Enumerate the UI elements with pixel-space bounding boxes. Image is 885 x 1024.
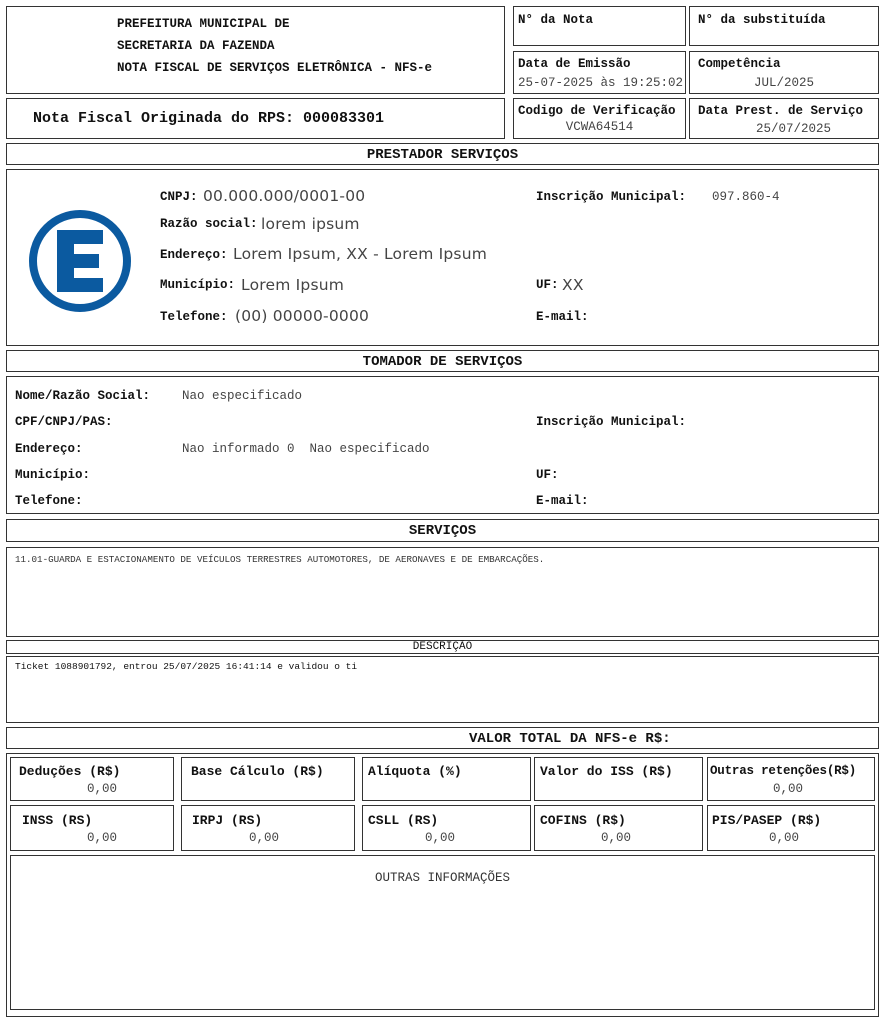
prestador-logo: [27, 208, 133, 314]
servicos-box: [6, 547, 879, 637]
header-line3: NOTA FISCAL DE SERVIÇOS ELETRÔNICA - NFS-e: [117, 61, 433, 75]
telefone-value: (00) 00000-0000: [235, 307, 370, 325]
outras-info-title: OUTRAS INFORMAÇÕES: [374, 871, 511, 885]
tomador-uf-label: UF:: [536, 468, 559, 482]
rps-text: Nota Fiscal Originada do RPS: 000083301: [33, 110, 385, 127]
prest-box: [689, 98, 879, 139]
competencia-box: [689, 51, 879, 94]
servicos-title-box: [6, 519, 879, 542]
prestador-title: PRESTADOR SERVIÇOS: [366, 147, 519, 163]
prestador-title-box: [6, 143, 879, 165]
cnpj-value: 00.000.000/0001-00: [203, 187, 366, 205]
endereco-value: Lorem Ipsum, XX - Lorem Ipsum: [233, 245, 488, 263]
csll-value: 0,00: [425, 831, 456, 845]
outras-retencoes-value: 0,00: [773, 782, 804, 796]
cofins-value: 0,00: [601, 831, 632, 845]
inss-box: [10, 805, 174, 851]
tomador-box: [6, 376, 879, 514]
uf-value: XX: [562, 276, 584, 294]
prestador-im-label: Inscrição Municipal:: [536, 190, 687, 204]
deducoes-value: 0,00: [87, 782, 118, 796]
base-calculo-box: [181, 757, 355, 801]
numero-nota-label: N° da Nota: [518, 13, 594, 27]
outras-info-box: [10, 855, 875, 1010]
emissao-value: 25-07-2025 às 19:25:02: [518, 76, 684, 90]
codigo-label: Codigo de Verificação: [518, 104, 676, 118]
valor-iss-box: [534, 757, 703, 801]
descricao-box: [6, 656, 879, 723]
telefone-label: Telefone:: [160, 310, 228, 324]
email-label: E-mail:: [536, 310, 589, 324]
prestador-box: [6, 169, 879, 346]
uf-label: UF:: [536, 278, 559, 292]
prestador-im-value: 097.860-4: [712, 190, 780, 204]
tomador-telefone-label: Telefone:: [15, 494, 83, 508]
deducoes-label: Deduções (R$): [19, 764, 121, 779]
aliquota-box: [362, 757, 531, 801]
header-line1: PREFEITURA MUNICIPAL DE: [117, 17, 290, 31]
inss-label: INSS (RS): [22, 813, 93, 828]
prest-label: Data Prest. de Serviço: [698, 104, 864, 118]
emissao-label: Data de Emissão: [518, 57, 631, 71]
razao-label: Razão social:: [160, 217, 258, 231]
tomador-endereco-value: Nao informado 0 Nao especificado: [182, 442, 430, 456]
pis-pasep-label: PIS/PASEP (R$): [712, 813, 822, 828]
csll-label: CSLL (RS): [368, 813, 439, 828]
inss-value: 0,00: [87, 831, 118, 845]
tomador-cpf-label: CPF/CNPJ/PAS:: [15, 415, 113, 429]
codigo-value: VCWA64514: [565, 120, 634, 134]
numero-nota-box: [513, 6, 686, 46]
aliquota-label: Alíquota (%): [368, 764, 462, 779]
csll-box: [362, 805, 531, 851]
substituida-box: [689, 6, 879, 46]
deducoes-box: [10, 757, 174, 801]
outras-retencoes-label: Outras retenções(R$): [710, 764, 857, 778]
municipio-value: Lorem Ipsum: [241, 276, 345, 294]
tomador-nome-value: Nao especificado: [182, 389, 303, 403]
emissao-box: [513, 51, 686, 94]
substituida-label: N° da substituída: [698, 13, 826, 27]
tomador-im-label: Inscrição Municipal:: [536, 415, 687, 429]
pis-pasep-value: 0,00: [769, 831, 800, 845]
endereco-label: Endereço:: [160, 248, 228, 262]
tomador-endereco-label: Endereço:: [15, 442, 83, 456]
servicos-text: 11.01-GUARDA E ESTACIONAMENTO DE VEÍCULOS TERRESTRES AUTOMOTORES, DE AERONAVES E DE EMBARCAÇÕES.: [15, 554, 545, 565]
competencia-label: Competência: [698, 57, 781, 71]
irpj-box: [181, 805, 355, 851]
valor-iss-label: Valor do ISS (R$): [540, 764, 673, 779]
cofins-box: [534, 805, 703, 851]
tomador-nome-label: Nome/Razão Social:: [15, 389, 151, 403]
cofins-label: COFINS (R$): [540, 813, 626, 828]
total-label: VALOR TOTAL DA NFS-e R$:: [469, 731, 671, 747]
tomador-municipio-label: Município:: [15, 468, 91, 482]
tomador-email-label: E-mail:: [536, 494, 589, 508]
tomador-title: TOMADOR DE SERVIÇOS: [362, 354, 523, 370]
pis-pasep-box: [707, 805, 875, 851]
rps-box: [6, 98, 505, 139]
cnpj-label: CNPJ:: [160, 190, 198, 204]
descricao-text: Ticket 1088901792, entrou 25/07/2025 16:41:14 e validou o ti: [15, 661, 358, 672]
municipio-label: Município:: [160, 278, 236, 292]
header-line2: SECRETARIA DA FAZENDA: [117, 39, 275, 53]
base-calculo-label: Base Cálculo (R$): [191, 764, 324, 779]
descricao-title-box: [6, 640, 879, 654]
header-box: [6, 6, 505, 94]
descricao-title: DESCRIÇÃO: [412, 641, 473, 653]
outras-retencoes-box: [707, 757, 875, 801]
servicos-title: SERVIÇOS: [408, 523, 477, 539]
competencia-value: JUL/2025: [753, 76, 814, 90]
tomador-title-box: [6, 350, 879, 372]
razao-value: lorem ipsum: [261, 215, 360, 233]
total-box: [6, 727, 879, 749]
prest-value: 25/07/2025: [756, 122, 832, 136]
irpj-label: IRPJ (RS): [192, 813, 263, 828]
irpj-value: 0,00: [249, 831, 280, 845]
codigo-box: [513, 98, 686, 139]
